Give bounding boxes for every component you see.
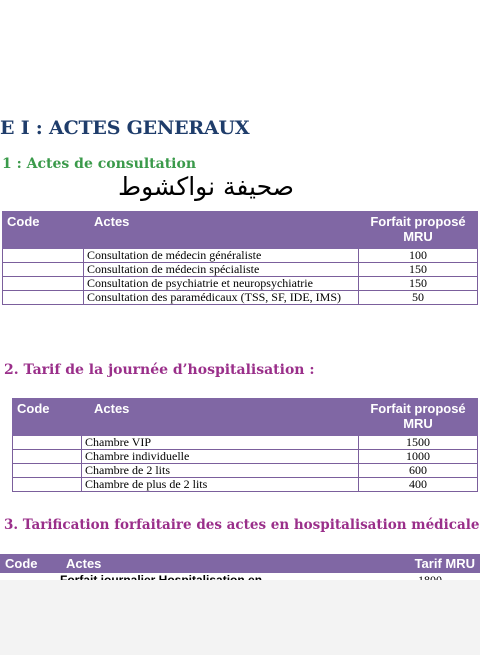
table-row [13, 478, 478, 492]
col-tarif: Tarif MRU [391, 555, 480, 573]
col-forfait: Forfait proposé MRU [359, 399, 478, 436]
cell-acte: Consultation de médecin généraliste [84, 249, 359, 263]
col-actes: Actes [84, 212, 359, 249]
section1-title: 1 : Actes de consultation [2, 156, 197, 172]
hospitalisation-table [12, 398, 478, 492]
cell-code [13, 464, 82, 478]
table-row [3, 277, 478, 291]
cell-acte: Consultation de psychiatrie et neuropsychiatrie [84, 277, 359, 291]
cell-code [3, 263, 84, 277]
cell-code [13, 436, 82, 450]
page-bottom-area [0, 580, 480, 655]
cell-code [3, 291, 84, 305]
table-row [3, 291, 478, 305]
col-code: Code [13, 399, 82, 436]
table-header-row [1, 555, 480, 573]
watermark-text: صحيفة نواكشوط [118, 172, 294, 201]
table-row [13, 450, 478, 464]
cell-code [3, 249, 84, 263]
table-row [3, 249, 478, 263]
cell-code [13, 450, 82, 464]
consultation-table [2, 211, 478, 305]
cell-value: 150 [359, 277, 478, 291]
cell-acte: Consultation des paramédicaux (TSS, SF, IDE, IMS) [84, 291, 359, 305]
col-code: Code [3, 212, 84, 249]
col-code: Code [1, 555, 62, 573]
cell-acte: Chambre de 2 lits [82, 464, 359, 478]
cell-value: 1000 [359, 450, 478, 464]
cell-value: 1500 [359, 436, 478, 450]
section2-title: 2. Tarif de la journée d’hospitalisation : [4, 362, 315, 378]
table-row [13, 464, 478, 478]
col-forfait: Forfait proposé MRU [359, 212, 478, 249]
table-row [3, 263, 478, 277]
cell-acte: Chambre VIP [82, 436, 359, 450]
cell-value: 150 [359, 263, 478, 277]
cell-acte: Chambre individuelle [82, 450, 359, 464]
table-row [13, 436, 478, 450]
cell-code [3, 277, 84, 291]
cell-value: 400 [359, 478, 478, 492]
cell-value: 100 [359, 249, 478, 263]
table-header-row [13, 399, 478, 436]
tarification-table-header [0, 554, 480, 573]
col-actes: Actes [62, 555, 391, 573]
section3-title: 3. Tarification forfaitaire des actes en hospitalisation médicale [4, 517, 480, 533]
cell-value: 600 [359, 464, 478, 478]
cell-acte: Consultation de médecin spécialiste [84, 263, 359, 277]
cell-code [13, 478, 82, 492]
cell-acte: Chambre de plus de 2 lits [82, 478, 359, 492]
cell-value: 50 [359, 291, 478, 305]
page-heading: E I : ACTES GENERAUX [0, 117, 250, 139]
table-header-row [3, 212, 478, 249]
col-actes: Actes [82, 399, 359, 436]
